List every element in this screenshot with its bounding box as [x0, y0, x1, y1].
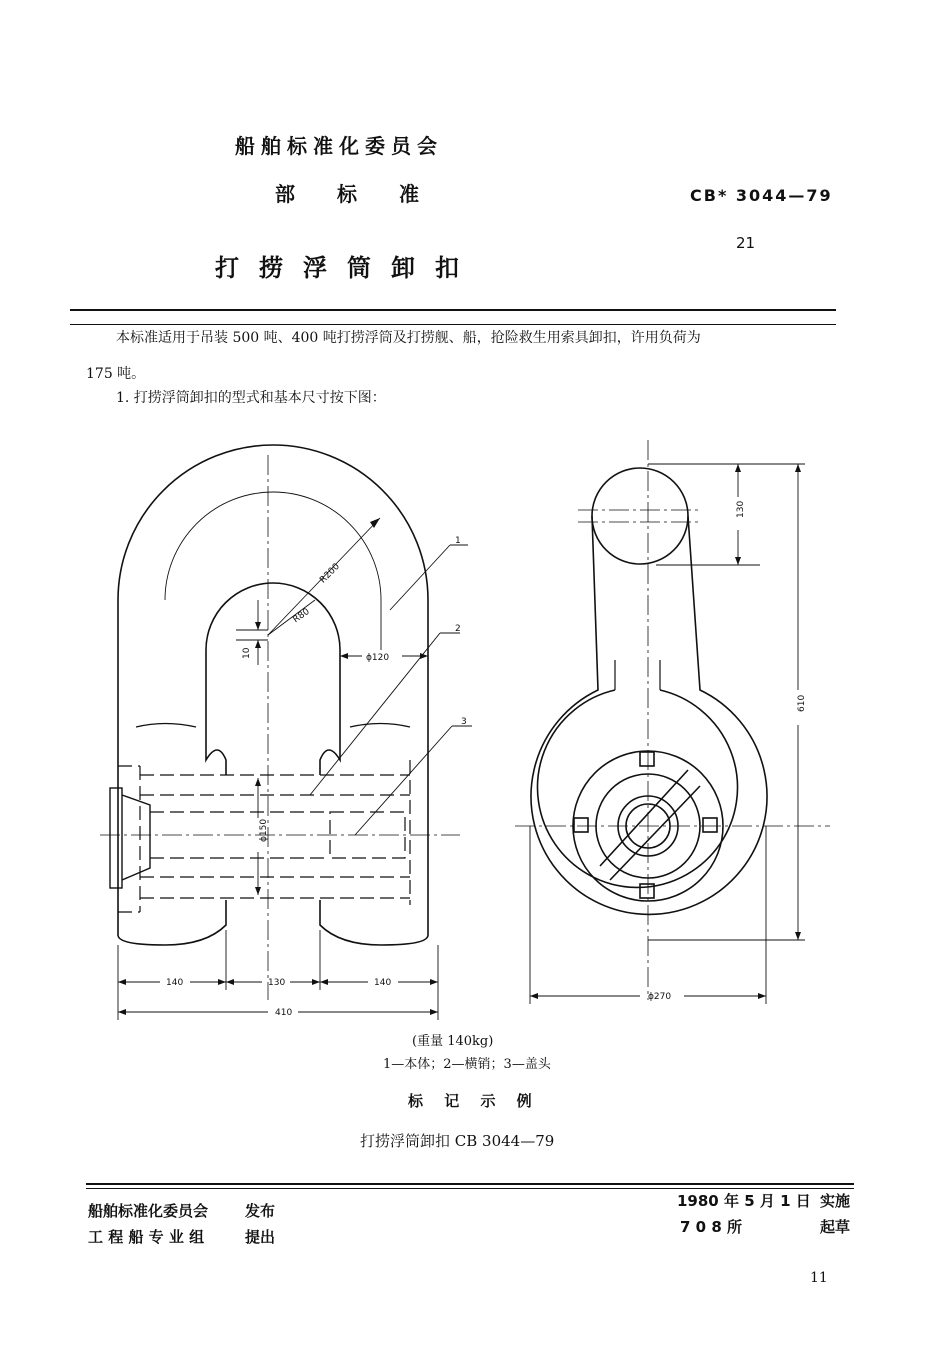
- dim-140-left: 140: [166, 978, 184, 988]
- intro-paragraph-line1: 本标准适用于吊装 500 吨、400 吨打捞浮筒及打捞舰、船，抢险救生用索具卸扣，许用负荷为: [116, 330, 701, 346]
- standard-code: CB* 3044—79: [690, 186, 833, 205]
- marking-heading: 标 记 示 例: [408, 1092, 540, 1110]
- proposer: 工 程 船 专 业 组: [88, 1228, 205, 1246]
- shackle-side-view: [531, 468, 767, 914]
- dim-r200: R200: [318, 561, 342, 586]
- page-reference: 21: [736, 234, 756, 252]
- dim-10: 10: [242, 647, 252, 659]
- marking-example: 打捞浮筒卸扣 CB 3044—79: [360, 1132, 555, 1150]
- page-number: 11: [810, 1270, 828, 1286]
- pin-head: [110, 788, 150, 888]
- organization-title: 船舶标准化委员会: [235, 134, 443, 158]
- dim-410: 410: [275, 1008, 293, 1018]
- dim-610: 610: [797, 694, 807, 712]
- dim-phi150: ϕ150: [259, 818, 269, 842]
- effective-action: 实施: [820, 1192, 851, 1210]
- standard-type-char: 部: [275, 182, 295, 206]
- drafter: 7 0 8 所: [680, 1218, 742, 1236]
- right-view-dimensions: [530, 464, 805, 1004]
- document-title: 打捞浮筒卸扣: [215, 253, 479, 282]
- issuer: 船舶标准化委员会: [88, 1202, 209, 1220]
- part-leaders: [310, 545, 472, 835]
- side-centerlines: [515, 440, 830, 1000]
- shackle-front-view: [118, 445, 428, 945]
- footer-rule: [86, 1183, 854, 1185]
- centerlines: [100, 455, 460, 1000]
- standard-type-char: 准: [399, 182, 419, 206]
- standard-type-char: 标: [337, 182, 357, 206]
- footer-rule-thin: [86, 1188, 854, 1189]
- draft-action: 起草: [820, 1218, 851, 1236]
- dim-130: 130: [268, 978, 286, 988]
- dim-r80: R80: [291, 606, 312, 626]
- propose-action: 提出: [245, 1228, 276, 1246]
- parts-legend: 1—本体；2—横销；3—盖头: [383, 1057, 551, 1072]
- section-1-heading: 1. 打捞浮筒卸扣的型式和基本尺寸按下图：: [116, 390, 386, 406]
- intro-paragraph-line2: 175 吨。: [86, 366, 146, 382]
- dim-phi270: ϕ270: [648, 992, 672, 1002]
- part-label-1: 1: [455, 536, 461, 546]
- dim-130-side: 130: [736, 500, 746, 518]
- weight-caption: (重量 140kg): [412, 1034, 494, 1049]
- part-label-2: 2: [455, 624, 461, 634]
- dim-140-right: 140: [374, 978, 392, 988]
- dim-phi120: ϕ120: [366, 653, 390, 663]
- issue-action: 发布: [245, 1202, 276, 1220]
- part-label-3: 3: [461, 717, 467, 727]
- effective-date: 1980 年 5 月 1 日: [677, 1192, 811, 1210]
- dimension-arrows: [118, 464, 801, 1015]
